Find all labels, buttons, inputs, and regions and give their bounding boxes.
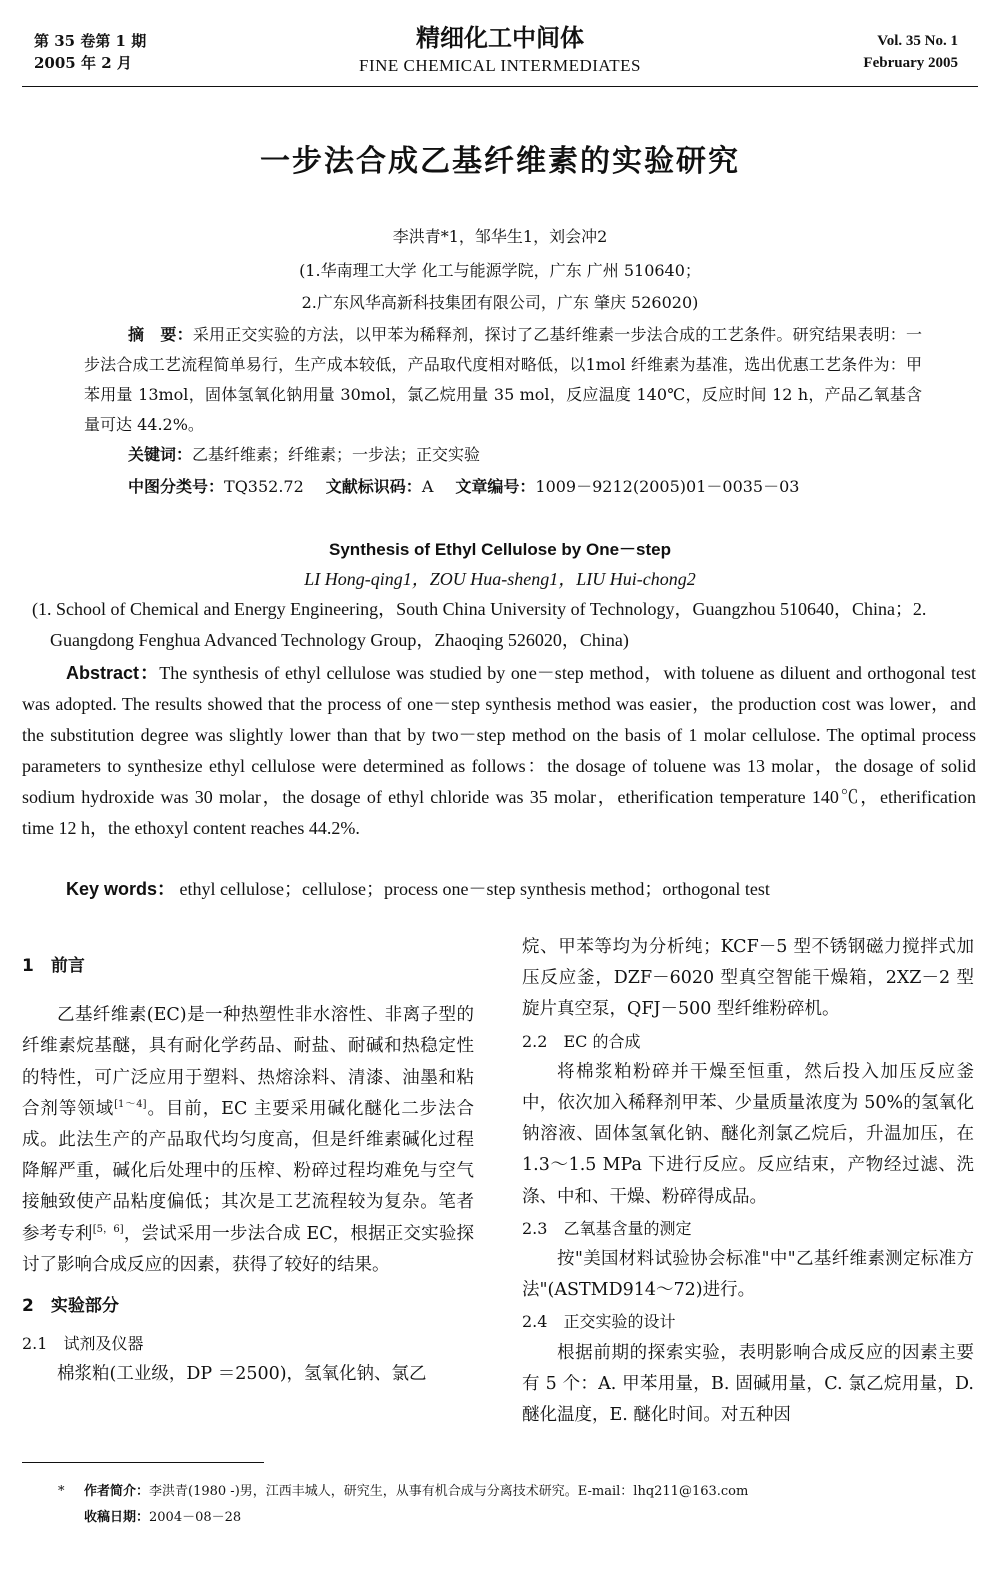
- received-date-label: 收稿日期：: [84, 1510, 150, 1525]
- journal-volume-info: [34, 30, 146, 74]
- authors-en: LI Hong-qing1，ZOU Hua-sheng1，LIU Hui-chong2: [304, 569, 696, 589]
- intro-text-a: 乙基纤维素(EC)是一种热塑性非水溶性、非离子型的纤维素烷基醚，具有耐化学药品、耐盐、耐碱和热稳定性的特性，可广泛应用于塑料、热熔涂料、清漆、油墨和粘合剂等领域: [22, 1005, 474, 1119]
- affiliation-cn-2: 2.广东风华高新科技集团有限公司，广东 肇庆 526020): [301, 293, 699, 312]
- synthesis-paragraph: 将棉浆粕粉碎并干燥至恒重，然后投入加压反应釜中，依次加入稀释剂甲苯、少量质量浓度为 50%的氢氧化钠溶液、固体氢氧化钠、醚化剂氯乙烷后，升温加压，在 1.3～1.5 MPa 下进行反应。反应结束，产物经过滤、洗涤、中和、干燥、粉碎得成品。: [522, 1061, 974, 1207]
- affiliation-en: (1. School of Chemical and Energy Engineering，South China University of Technology，Guangzhou 510640，China；2. Guangdong Fenghua Advanced Technology Group，Zhaoqing 526020，China): [32, 599, 927, 650]
- abstract-cn: [84, 320, 922, 440]
- abstract-cn-text: 采用正交实验的方法，以甲苯为稀释剂，探讨了乙基纤维素一步法合成的工艺条件。研究结果表明：一步法合成工艺流程简单易行，生产成本较低，产品取代度相对略低，以1mol 纤维素为基准，选出优惠工艺条件为：甲苯用量 13mol，固体氢氧化钠用量 30mol，氯乙烷用量 35 mol，反应温度 140℃，反应时间 12 h，产品乙氧基含量可达 44.2%。: [84, 325, 922, 434]
- affiliation-cn-1: (1.华南理工大学 化工与能源学院，广东 广州 510640；: [299, 261, 701, 280]
- paper-title-en: Synthesis of Ethyl Cellulose by One－step: [329, 540, 671, 559]
- author-bio-text: 李洪青(1980 -)男，江西丰城人，研究生，从事有机合成与分离技术研究。E-mail：lhq211@163.com: [149, 1484, 749, 1499]
- article-number-value: 1009－9212(2005)01－0035－03: [535, 477, 800, 496]
- citation-5-6: [5，6]: [92, 1223, 124, 1235]
- intro-paragraph: [22, 1000, 474, 1281]
- abstract-en-label: Abstract：: [66, 663, 160, 683]
- received-date-text: 2004－08－28: [149, 1510, 242, 1525]
- article-number-label: 文章编号：: [455, 477, 536, 496]
- footnote-divider: [22, 1462, 264, 1463]
- doc-code-label: 文献标识码：: [325, 477, 422, 496]
- keywords-cn-text: 乙基纤维素；纤维素；一步法；正交实验: [192, 445, 481, 464]
- subsection-heading-orthogonal: 2.4 正交实验的设计: [522, 1312, 676, 1332]
- header-divider: [22, 86, 978, 87]
- footnote-marker: *: [58, 1484, 65, 1499]
- reagents-paragraph-cont: 烷、甲苯等均为分析纯；KCF－5 型不锈钢磁力搅拌式加压反应釜，DZF－6020 型真空智能干燥箱，2XZ－2 型旋片真空泵，QFJ－500 型纤维粉碎机。: [522, 937, 974, 1020]
- subsection-heading-synthesis: 2.2 EC 的合成: [522, 1031, 641, 1051]
- orthogonal-paragraph: 根据前期的探索实验，表明影响合成反应的因素主要有 5 个：A. 甲苯用量，B. 固碱用量，C. 氯乙烷用量，D. 醚化温度，E. 醚化时间。对五种因: [522, 1342, 974, 1426]
- journal-name: [250, 22, 750, 78]
- keywords-en: [66, 875, 770, 901]
- clc-value: TQ352.72: [224, 477, 304, 496]
- received-date-footnote: [84, 1508, 241, 1528]
- keywords-cn: [128, 440, 480, 470]
- keywords-en-label: Key words：: [66, 879, 176, 899]
- classification-line: [128, 472, 799, 502]
- keywords-en-text: ethyl cellulose；cellulose；process one－step synthesis method；orthogonal test: [179, 879, 770, 899]
- subsection-heading-reagents: 2.1 试剂及仪器: [22, 1334, 144, 1354]
- keywords-cn-label: 关键词：: [128, 445, 193, 464]
- reagents-paragraph-start: 棉浆粕(工业级，DP ＝2500)，氢氧化钠、氯乙: [57, 1364, 427, 1385]
- volume-issue-en: Vol. 35 No. 1: [877, 33, 958, 49]
- body-column-right: [522, 932, 974, 1431]
- intro-text-c: ，尝试采用一步法合成 EC，根据正交实验探讨了影响合成反应的因素，获得了较好的结果。: [22, 1223, 475, 1275]
- body-column-left: [22, 951, 474, 1391]
- author-bio-label: 作者简介：: [84, 1484, 150, 1499]
- author-bio-footnote: [84, 1482, 748, 1502]
- clc-label: 中图分类号：: [128, 477, 225, 496]
- doc-code-value: A: [421, 477, 434, 496]
- volume-issue: 第 35 卷第 1 期: [34, 32, 147, 50]
- section-heading-intro: 1 前言: [22, 956, 85, 976]
- abstract-en: [22, 658, 976, 844]
- section-heading-experimental: 2 实验部分: [22, 1296, 119, 1317]
- publication-date-cn: 2005 年 2 月: [34, 54, 132, 72]
- subsection-heading-ethoxyl: 2.3 乙氧基含量的测定: [522, 1218, 692, 1238]
- paper-title-cn: 一步法合成乙基纤维素的实验研究: [260, 144, 740, 179]
- journal-name-en: FINE CHEMICAL INTERMEDIATES: [358, 56, 642, 75]
- abstract-en-text: The synthesis of ethyl cellulose was studied by one－step method，with toluene as diluent and orthogonal test was adopted. The results showed that the process of one－step synthesis method was easier，the production cost was lower，and the substitution degree was slightly lower than that by two－step method on the basis of 1 molar cellulose. The optimal process parameters to synthesize ethyl cellulose were determined as follows：the dosage of toluene was 13 molar，the dosage of solid sodium hydroxide was 30 molar，the dosage of ethyl chloride was 35 molar，etherification temperature 140℃，etherification time 12 h，the ethoxyl content reaches 44.2%.: [22, 663, 976, 838]
- ethoxyl-paragraph: 按"美国材料试验协会标准"中"乙基纤维素测定标准方法"(ASTMD914～72)进行。: [522, 1249, 974, 1301]
- journal-volume-info-en: [863, 30, 958, 74]
- journal-name-cn: 精细化工中间体: [416, 24, 584, 52]
- abstract-cn-label: 摘 要：: [128, 325, 193, 344]
- intro-text-b: 。目前，EC 主要采用碱化醚化二步法合成。此法生产的产品取代均匀度高，但是纤维素碱化过程降解严重，碱化后处理中的压榨、粉碎过程均难免与空气接触致使产品粘度偏低；其次是工艺流程较为复杂。笔者参考专利: [22, 1098, 475, 1244]
- publication-date-en: February 2005: [863, 55, 958, 71]
- authors-cn: 李洪青*1，邹华生1，刘会冲2: [392, 227, 608, 246]
- citation-1-4: [1～4]: [114, 1098, 147, 1110]
